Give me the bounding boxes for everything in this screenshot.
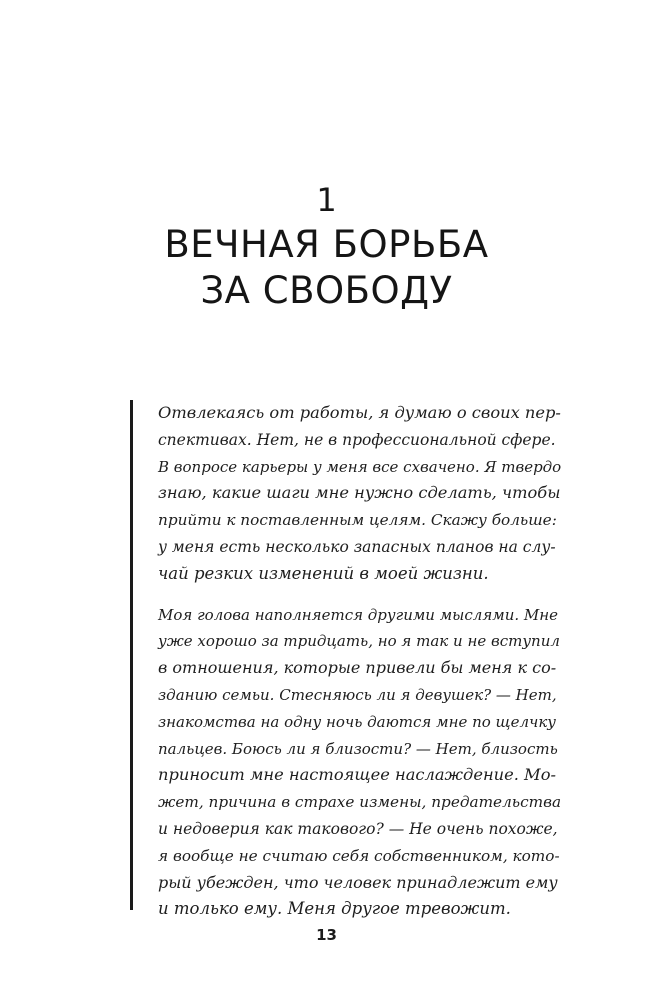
text-line: в отношения, которые привели бы меня к со- — [158, 658, 557, 678]
text-line: спективах. Нет, не в профессиональной сфере. — [158, 430, 556, 449]
margin-rule — [130, 400, 133, 910]
chapter-title-line-2: ЗА СВОБОДУ — [200, 269, 453, 312]
chapter-number: 1 — [316, 181, 337, 219]
paragraph-1 — [133, 400, 561, 588]
text-line: и недоверия как такового? — Не очень похоже, — [158, 819, 558, 838]
text-line: я вообще не считаю себя собственником, кото- — [158, 846, 560, 865]
text-line: уже хорошо за тридцать, но я так и не вступил — [158, 632, 560, 651]
text-line: у меня есть несколько запасных планов на слу- — [158, 537, 556, 556]
text-line: Моя голова наполняется другими мыслями. Мне — [158, 605, 559, 624]
text-line: зданию семьи. Стесняюсь ли я девушек? — Нет, — [158, 685, 557, 704]
text-line: Отвлекаясь от работы, я думаю о своих пер- — [158, 403, 561, 422]
text-line: знаю, какие шаги мне нужно сделать, чтобы — [158, 483, 561, 503]
text-line: знакомства на одну ночь даются мне по щелчку — [158, 712, 556, 731]
text-line: жет, причина в страхе измены, предательства — [158, 793, 562, 812]
text-line: и только ему. Меня другое тревожит. — [158, 899, 511, 919]
text-line: чай резких изменений в моей жизни. — [158, 563, 489, 583]
page-number: 13 — [316, 926, 337, 944]
text-line: прийти к поставленным целям. Скажу больше: — [158, 511, 557, 530]
chapter-title-line-1: ВЕЧНАЯ БОРЬБА — [164, 223, 489, 266]
chapter-title — [0, 222, 653, 314]
paragraph-2 — [133, 602, 561, 924]
text-line: В вопросе карьеры у меня все схвачено. Я твердо — [158, 457, 562, 476]
text-line: рый убежден, что человек принадлежит ему — [158, 872, 558, 892]
body-text-block — [133, 400, 561, 923]
text-line: пальцев. Боюсь ли я близости? — Нет, близость — [158, 739, 558, 758]
text-line: приносит мне настоящее наслаждение. Мо- — [158, 765, 556, 785]
